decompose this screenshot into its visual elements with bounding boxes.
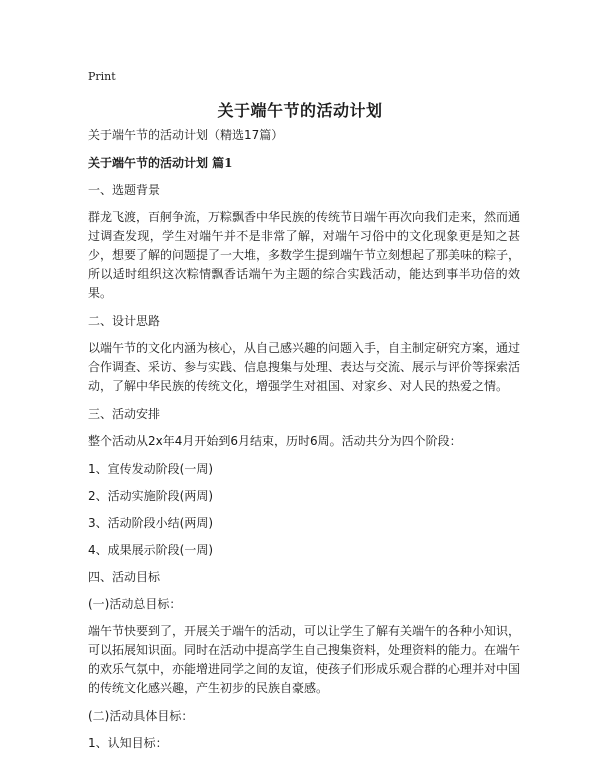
paragraph-background: 群龙飞渡，百舸争流，万粽飘香中华民族的传统节日端午再次向我们走来，然而通过调查发现，学生对端午并不是非常了解，对端午习俗中的文化现象更是知之甚少，想要了解的问题提了一大堆，多数学生提到端午节立刻想起了那美味的粽子，所以适时组织这次粽情飘香话端午为主题的综合实践活动，能达到事半功倍的效果。 [88, 210, 521, 300]
paragraph-design: 以端午节的文化内涵为核心，从自己感兴趣的问题入手，自主制定研究方案，通过合作调查、采访、参与实践、信息搜集与处理、表达与交流、展示与评价等探索活动，了解中华民族的传统文化，增强学生对祖国、对家乡、对人民的热爱之情。 [88, 341, 521, 393]
article-body [88, 126, 520, 761]
paragraph-arrangement: 整个活动从2x年4月开始到6月结束，历时6周。活动共分为四个阶段： [88, 434, 462, 448]
heading-background: 一、选题背景 [88, 183, 161, 197]
heading-design: 二、设计思路 [88, 314, 161, 328]
heading-arrangement: 三、活动安排 [88, 407, 161, 421]
heading-goals: 四、活动目标 [88, 570, 161, 584]
heading-cognitive-goal: 1、认知目标： [88, 736, 168, 750]
stage-item: 1、宣传发动阶段(一周) [88, 462, 213, 476]
article-subtitle: 关于端午节的活动计划（精选17篇） [88, 128, 284, 142]
print-link[interactable]: Print [88, 70, 116, 83]
stage-item: 4、成果展示阶段(一周) [88, 543, 213, 557]
stage-item: 3、活动阶段小结(两周) [88, 516, 213, 530]
heading-specific-goals: (二)活动具体目标： [88, 709, 194, 723]
stage-item: 2、活动实施阶段(两周) [88, 489, 213, 503]
paragraph-overall-goal: 端午节快要到了，开展关于端午的活动，可以让学生了解有关端午的各种小知识，可以拓展知识面。同时在活动中提高学生自己搜集资料，处理资料的能力。在端午的欢乐气氛中，亦能增进同学之间的友谊，使孩子们形成乐观合群的心理并对中国的传统文化感兴趣，产生初步的民族自豪感。 [88, 624, 521, 695]
page-title: 关于端午节的活动计划 [217, 101, 383, 120]
section-title: 关于端午节的活动计划 篇1 [88, 156, 233, 170]
heading-overall-goal: (一)活动总目标： [88, 597, 182, 611]
